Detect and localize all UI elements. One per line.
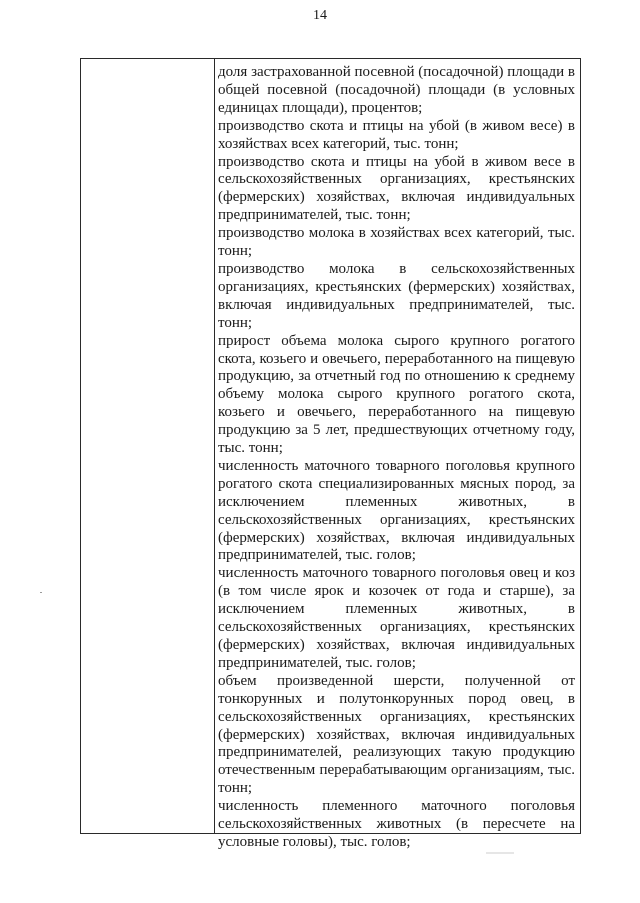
indicator-item: производство молока в сельскохозяйственных организациях, крестьянских (фермерских) хозяйствах, включая индивидуальных предпринимателей, тыс. тонн;: [218, 260, 575, 331]
scan-smudge: [486, 852, 514, 854]
indicator-item: численность племенного маточного поголовья сельскохозяйственных животных (в пересчете на условные головы), тыс. голов;: [218, 798, 575, 850]
table-left-cell: [81, 59, 215, 833]
scan-speck: [40, 592, 42, 593]
page-number: 14: [313, 8, 327, 23]
indicator-item: производство скота и птицы на убой (в живом весе) в хозяйствах всех категорий, тыс. тонн;: [218, 117, 575, 152]
table-right-cell: [215, 59, 580, 850]
indicator-item: производство скота и птицы на убой в живом весе в сельскохозяйственных организациях, крестьянских (фермерских) хозяйствах, включая индивидуальных предпринимателей, тыс. тонн;: [218, 153, 575, 224]
indicator-item: объем произведенной шерсти, полученной от тонкорунных и полутонкорунных пород овец, в сельскохозяйственных организациях, крестьянских (фермерских) хозяйствах, включая индивидуальных предпринимателей, реализующих такую продукцию отечественным перерабатывающим организациям, тыс. тонн;: [218, 672, 575, 797]
indicator-item: численность маточного товарного поголовья овец и коз (в том числе ярок и козочек от года и старше), за исключением племенных животных, в сельскохозяйственных организациях, крестьянских (фермерских) хозяйствах, включая индивидуальных предпринимателей, тыс. голов;: [218, 565, 575, 671]
indicator-item: производство молока в хозяйствах всех категорий, тыс. тонн;: [218, 225, 575, 260]
indicator-item: численность маточного товарного поголовья крупного рогатого скота специализированных мясных пород, за исключением племенных животных, в сельскохозяйственных организациях, крестьянских (фермерских) хозяйствах, включая индивидуальных предпринимателей, тыс. голов;: [218, 457, 575, 564]
indicators-table: [80, 58, 581, 850]
indicator-item: прирост объема молока сырого крупного рогатого скота, козьего и овечьего, переработанного на пищевую продукцию, за отчетный год по отношению к среднему объему молока сырого крупного рогатого скота, козьего и овечьего, переработанного на пищевую продукцию за 5 лет, предшествующих отчетному году, тыс. тонн;: [218, 332, 575, 457]
indicator-item: доля застрахованной посевной (посадочной) площади в общей посевной (посадочной) площади (в условных единицах площади), процентов;: [218, 64, 575, 116]
